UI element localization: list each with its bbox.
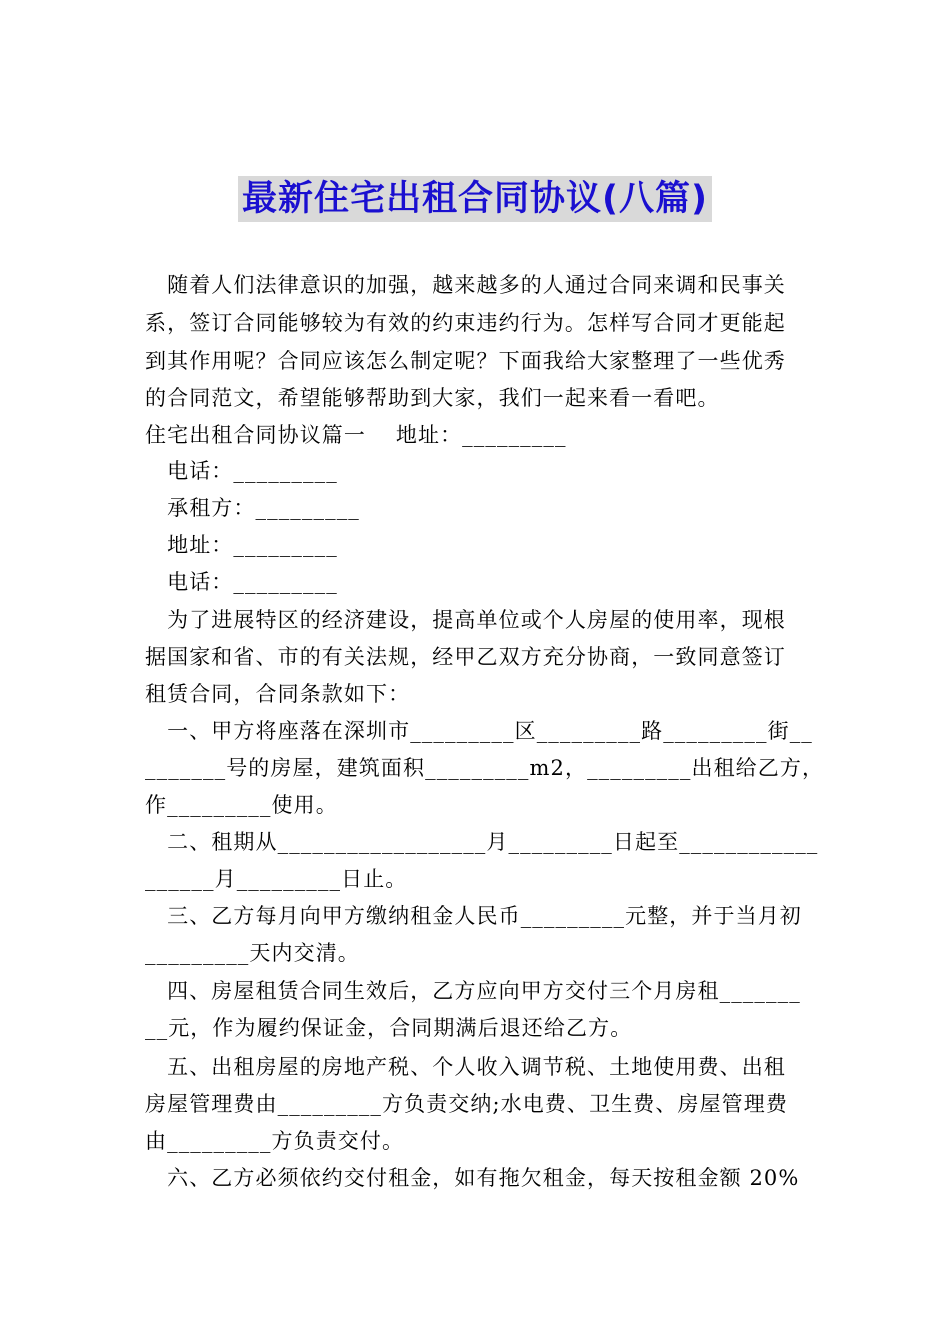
body-line: 地址：_________ (145, 533, 338, 557)
body-line: 四、房屋租赁合同生效后，乙方应向甲方交付三个月房租_______ (145, 979, 801, 1003)
body-line: 据国家和省、市的有关法规，经甲乙双方充分协商，一致同意签订 (145, 645, 786, 669)
body-line: 房屋管理费由_________方负责交纳;水电费、卫生费、房屋管理费 (145, 1092, 788, 1116)
body-line: 五、出租房屋的房地产税、个人收入调节税、土地使用费、出租 (145, 1055, 786, 1079)
title-container (0, 176, 950, 222)
body-line: 系，签订合同能够较为有效的约束违约行为。怎样写合同才更能起 (145, 311, 786, 335)
body-line: _______号的房屋，建筑面积_________m2，_________出租给乙方， (145, 756, 825, 780)
body-line: 作_________使用。 (145, 793, 338, 817)
document-title: 最新住宅出租合同协议(八篇) (238, 176, 712, 222)
body-line: __元，作为履约保证金，合同期满后退还给乙方。 (145, 1016, 633, 1040)
body-line: 到其作用呢？合同应该怎么制定呢？下面我给大家整理了一些优秀 (145, 349, 786, 373)
body-line: 由_________方负责交付。 (145, 1129, 405, 1153)
body-line: 为了进展特区的经济建设，提高单位或个人房屋的使用率，现根 (145, 608, 786, 632)
body-line: 承租方：_________ (145, 496, 360, 520)
body-line: 租赁合同，合同条款如下： (145, 682, 411, 706)
body-line: 住宅出租合同协议篇一 地址：_________ (145, 423, 567, 447)
body-line: 六、乙方必须依约交付租金，如有拖欠租金，每天按租金额 20% (145, 1166, 800, 1190)
body-line: _________天内交清。 (145, 941, 360, 965)
body-line: 电话：_________ (145, 459, 338, 483)
body-line: 一、甲方将座落在深圳市_________区_________路_________街__ (145, 719, 813, 743)
body-line: 三、乙方每月向甲方缴纳租金人民币_________元整，并于当月初 (145, 904, 802, 928)
body-line: 的合同范文，希望能够帮助到大家，我们一起来看一看吧。 (145, 386, 720, 410)
body-line: 随着人们法律意识的加强，越来越多的人通过合同来调和民事关 (145, 273, 786, 297)
body-line: 二、租期从__________________月_________日起至____________ (145, 830, 819, 854)
body-line: ______月_________日止。 (145, 867, 408, 891)
body-line: 电话：_________ (145, 570, 338, 594)
